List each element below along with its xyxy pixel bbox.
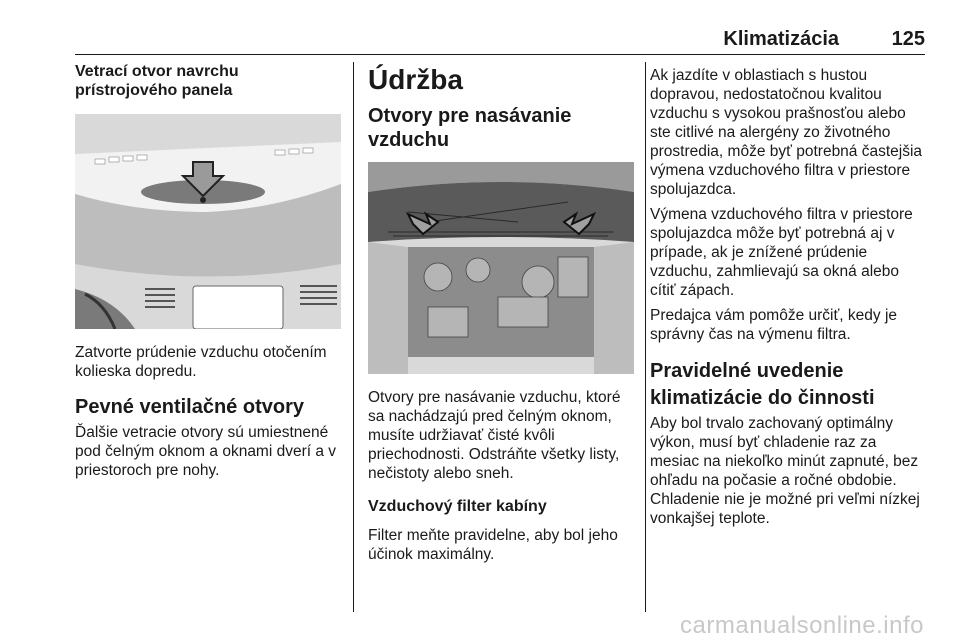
filter-text-2: Výmena vzduchového filtra v priestore spolujazdca môže byť potrebná aj v prípade, ak je znížené prúdenie vzduchu, zahmlievajú sa okná alebo cítiť zápach.	[650, 206, 913, 299]
cabin-filter-text: Filter meňte pravidelne, aby bol jeho účinok maximálny.	[368, 527, 618, 563]
column-divider-1	[353, 62, 354, 612]
fixed-vents-heading: Pevné ventilačné otvory	[75, 396, 304, 418]
page-header	[75, 28, 925, 52]
column-3	[650, 62, 926, 528]
column-1	[75, 62, 341, 480]
maintenance-heading: Údržba	[368, 64, 463, 95]
dashboard-vent-illustration	[75, 114, 341, 329]
filter-text-3: Predajca vám pomôže určiť, kedy je správny čas na výmenu filtra.	[650, 307, 898, 343]
cabin-filter-heading: Vzduchový filter kabíny	[368, 498, 547, 515]
air-intake-heading: Otvory pre nasávanie vzduchu	[368, 105, 572, 151]
chapter-title: Klimatizácia	[723, 28, 839, 50]
page-number: 125	[891, 28, 925, 50]
engine-bay-illustration	[368, 162, 634, 374]
header-rule	[75, 54, 925, 55]
column-divider-2	[645, 62, 646, 612]
air-intake-text: Otvory pre nasávanie vzduchu, ktoré sa nachádzajú pred čelným oknom, musíte udržiavať čisté kvôli priechodnosti. Odstráňte všetky listy, nečistoty alebo sneh.	[368, 389, 621, 482]
ac-operation-text: Aby bol trvalo zachovaný optimálny výkon, musí byť chladenie raz za mesiac na niekoľko minút zapnuté, bez ohľadu na počasie a ročné obdobie. Chladenie nie je možné pri veľmi nízkej vonkajšej teplote.	[650, 415, 920, 527]
fixed-vents-text: Ďalšie vetracie otvory sú umiestnené pod čelným oknom a oknami dverí a v priestoroch pre nohy.	[75, 424, 337, 479]
vent-caption: Zatvorte prúdenie vzduchu otočením kolieska dopredu.	[75, 344, 327, 380]
vent-heading: Vetrací otvor navrchu prístrojového panela	[75, 63, 239, 99]
ac-operation-heading: Pravidelné uvedenie klimatizácie do činnosti	[650, 360, 875, 409]
filter-text-1: Ak jazdíte v oblastiach s hustou dopravou, nedostatočnou kvalitou vzduchu s vysokou prašnosťou alebo ste citlivé na alergény zo životného prostredia, môže byť potrebná častejšia výmena vzduchového filtra v priestore spolujazdca.	[650, 67, 923, 198]
column-2	[368, 62, 634, 564]
watermark: carmanualsonline.info	[680, 612, 924, 639]
